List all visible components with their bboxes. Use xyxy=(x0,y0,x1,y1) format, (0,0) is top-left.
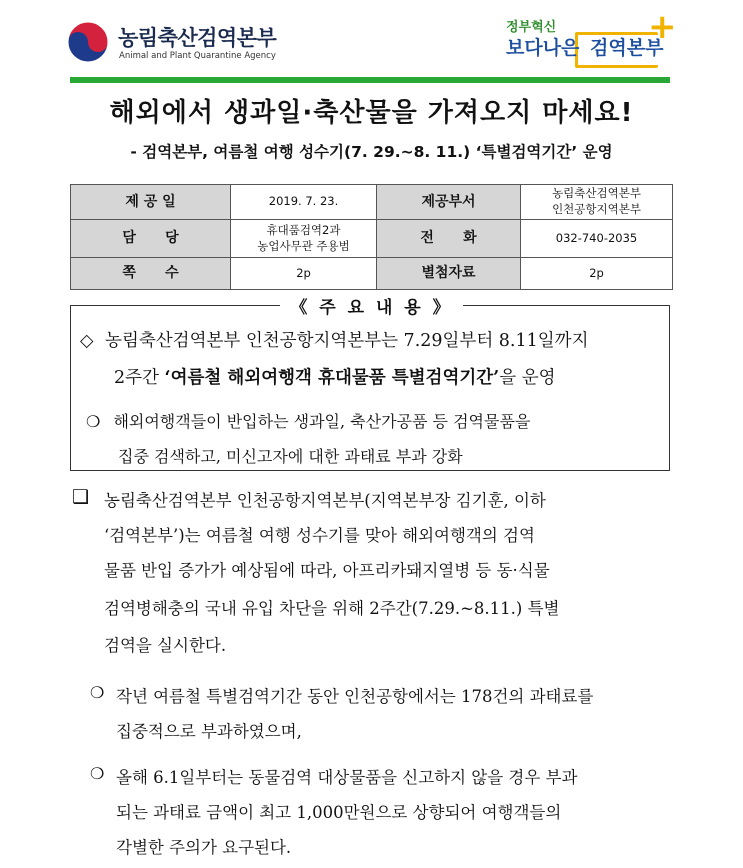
body-p3-line2: 되는 과태료 금액이 최고 1,000만원으로 상향되어 여행객들의 xyxy=(116,803,562,822)
header-divider xyxy=(70,77,670,83)
headline: 해외에서 생과일·축산물을 가져오지 마세요! xyxy=(109,98,634,128)
circle-bullet-icon: ❍ xyxy=(86,412,101,431)
summary-item-1-line2-a: 2주간 xyxy=(114,368,165,388)
summary-title-text: 《 주 요 내 용 》 xyxy=(280,298,462,318)
body-p2-line2: 집중적으로 부과하였으며, xyxy=(116,722,302,741)
summary-item-2 xyxy=(86,409,530,432)
square-bullet-icon: ❑ xyxy=(72,486,90,508)
attachment-label: 별첨자료 xyxy=(377,258,521,290)
diamond-bullet-icon: ◇ xyxy=(80,331,94,351)
summary-item-1-line2-b: 을 운영 xyxy=(499,368,556,388)
taeguk-emblem-icon xyxy=(66,20,110,64)
summary-item-2-line1: 해외여행객들이 반입하는 생과일, 축산가공품 등 검역물품을 xyxy=(113,412,531,431)
agency-name-english: Animal and Plant Quarantine Agency xyxy=(119,51,276,61)
table-row xyxy=(71,185,673,220)
body-p1-line3: 물품 반입 증가가 예상됨에 따라, 아프리카돼지열병 등 동·식물 xyxy=(104,561,550,580)
release-info-table xyxy=(70,184,673,290)
summary-title xyxy=(0,293,743,318)
attachment-value: 2p xyxy=(521,258,673,290)
subheadline: - 검역본부, 여름철 여행 성수기(7. 29.~8. 11.) ‘특별검역기간’ 운영 xyxy=(130,143,613,161)
body-p1-line4: 검역병해충의 국내 유입 차단을 위해 2주간(7.29.~8.11.) 특별 xyxy=(104,599,560,618)
agency-logo xyxy=(66,14,296,70)
table-row xyxy=(71,220,673,258)
agency-name-korean: 농림축산검역본부 xyxy=(118,26,277,50)
date-value: 2019. 7. 23. xyxy=(231,185,377,220)
dept-value-line1: 농림축산검역본부 xyxy=(552,186,641,201)
dept-label: 제공부서 xyxy=(377,185,521,220)
summary-item-1 xyxy=(80,327,588,352)
body-p3-line3: 각별한 주의가 요구된다. xyxy=(116,838,292,857)
body-p1-line1: 농림축산검역본부 인천공항지역본부(지역본부장 김기훈, 이하 xyxy=(104,491,546,510)
date-label: 제 공 일 xyxy=(71,185,231,220)
body-p2-line1: 작년 여름철 특별검역기간 동안 인천공항에서는 178건의 과태료를 xyxy=(116,687,594,706)
dept-value-line2: 인천공항지역본부 xyxy=(552,202,641,216)
summary-item-1-cont xyxy=(114,364,556,389)
contact-value-line1: 휴대품검역2과 xyxy=(266,222,341,237)
pages-value: 2p xyxy=(231,258,377,290)
gov-slogan-part-a: 보다나은 xyxy=(506,37,580,59)
gov-slogan xyxy=(506,33,663,60)
phone-value: 032-740-2035 xyxy=(521,220,673,258)
body-p1-line5: 검역을 실시한다. xyxy=(104,636,227,655)
contact-value xyxy=(231,220,377,258)
plus-icon: + xyxy=(648,7,677,47)
circle-bullet-icon: ❍ xyxy=(90,683,105,702)
dept-value xyxy=(521,185,673,220)
pages-label: 쪽 수 xyxy=(71,258,231,290)
phone-label: 전 화 xyxy=(377,220,521,258)
summary-item-1-line1: 농림축산검역본부 인천공항지역본부는 7.29일부터 8.11일까지 xyxy=(105,331,589,351)
gov-innovation-label: 정부혁신 xyxy=(506,20,557,35)
summary-item-1-highlight: ‘여름철 해외여행객 휴대물품 특별검역기간’ xyxy=(164,368,500,388)
circle-bullet-icon: ❍ xyxy=(90,764,105,783)
contact-label: 담 당 xyxy=(71,220,231,258)
table-row xyxy=(71,258,673,290)
body-p1-line2: ‘검역본부’)는 여름철 여행 성수기를 맞아 해외여행객의 검역 xyxy=(104,526,535,545)
gov-slogan-part-b: 검역본부 xyxy=(590,37,664,59)
body-p3-line1: 올해 6.1일부터는 동물검역 대상물품을 신고하지 않을 경우 부과 xyxy=(116,768,578,787)
summary-item-2-cont: 집중 검색하고, 미신고자에 대한 과태료 부과 강화 xyxy=(118,447,463,466)
gov-innovation-logo xyxy=(498,7,678,70)
contact-value-line2: 농업사무관 주용범 xyxy=(257,238,350,253)
